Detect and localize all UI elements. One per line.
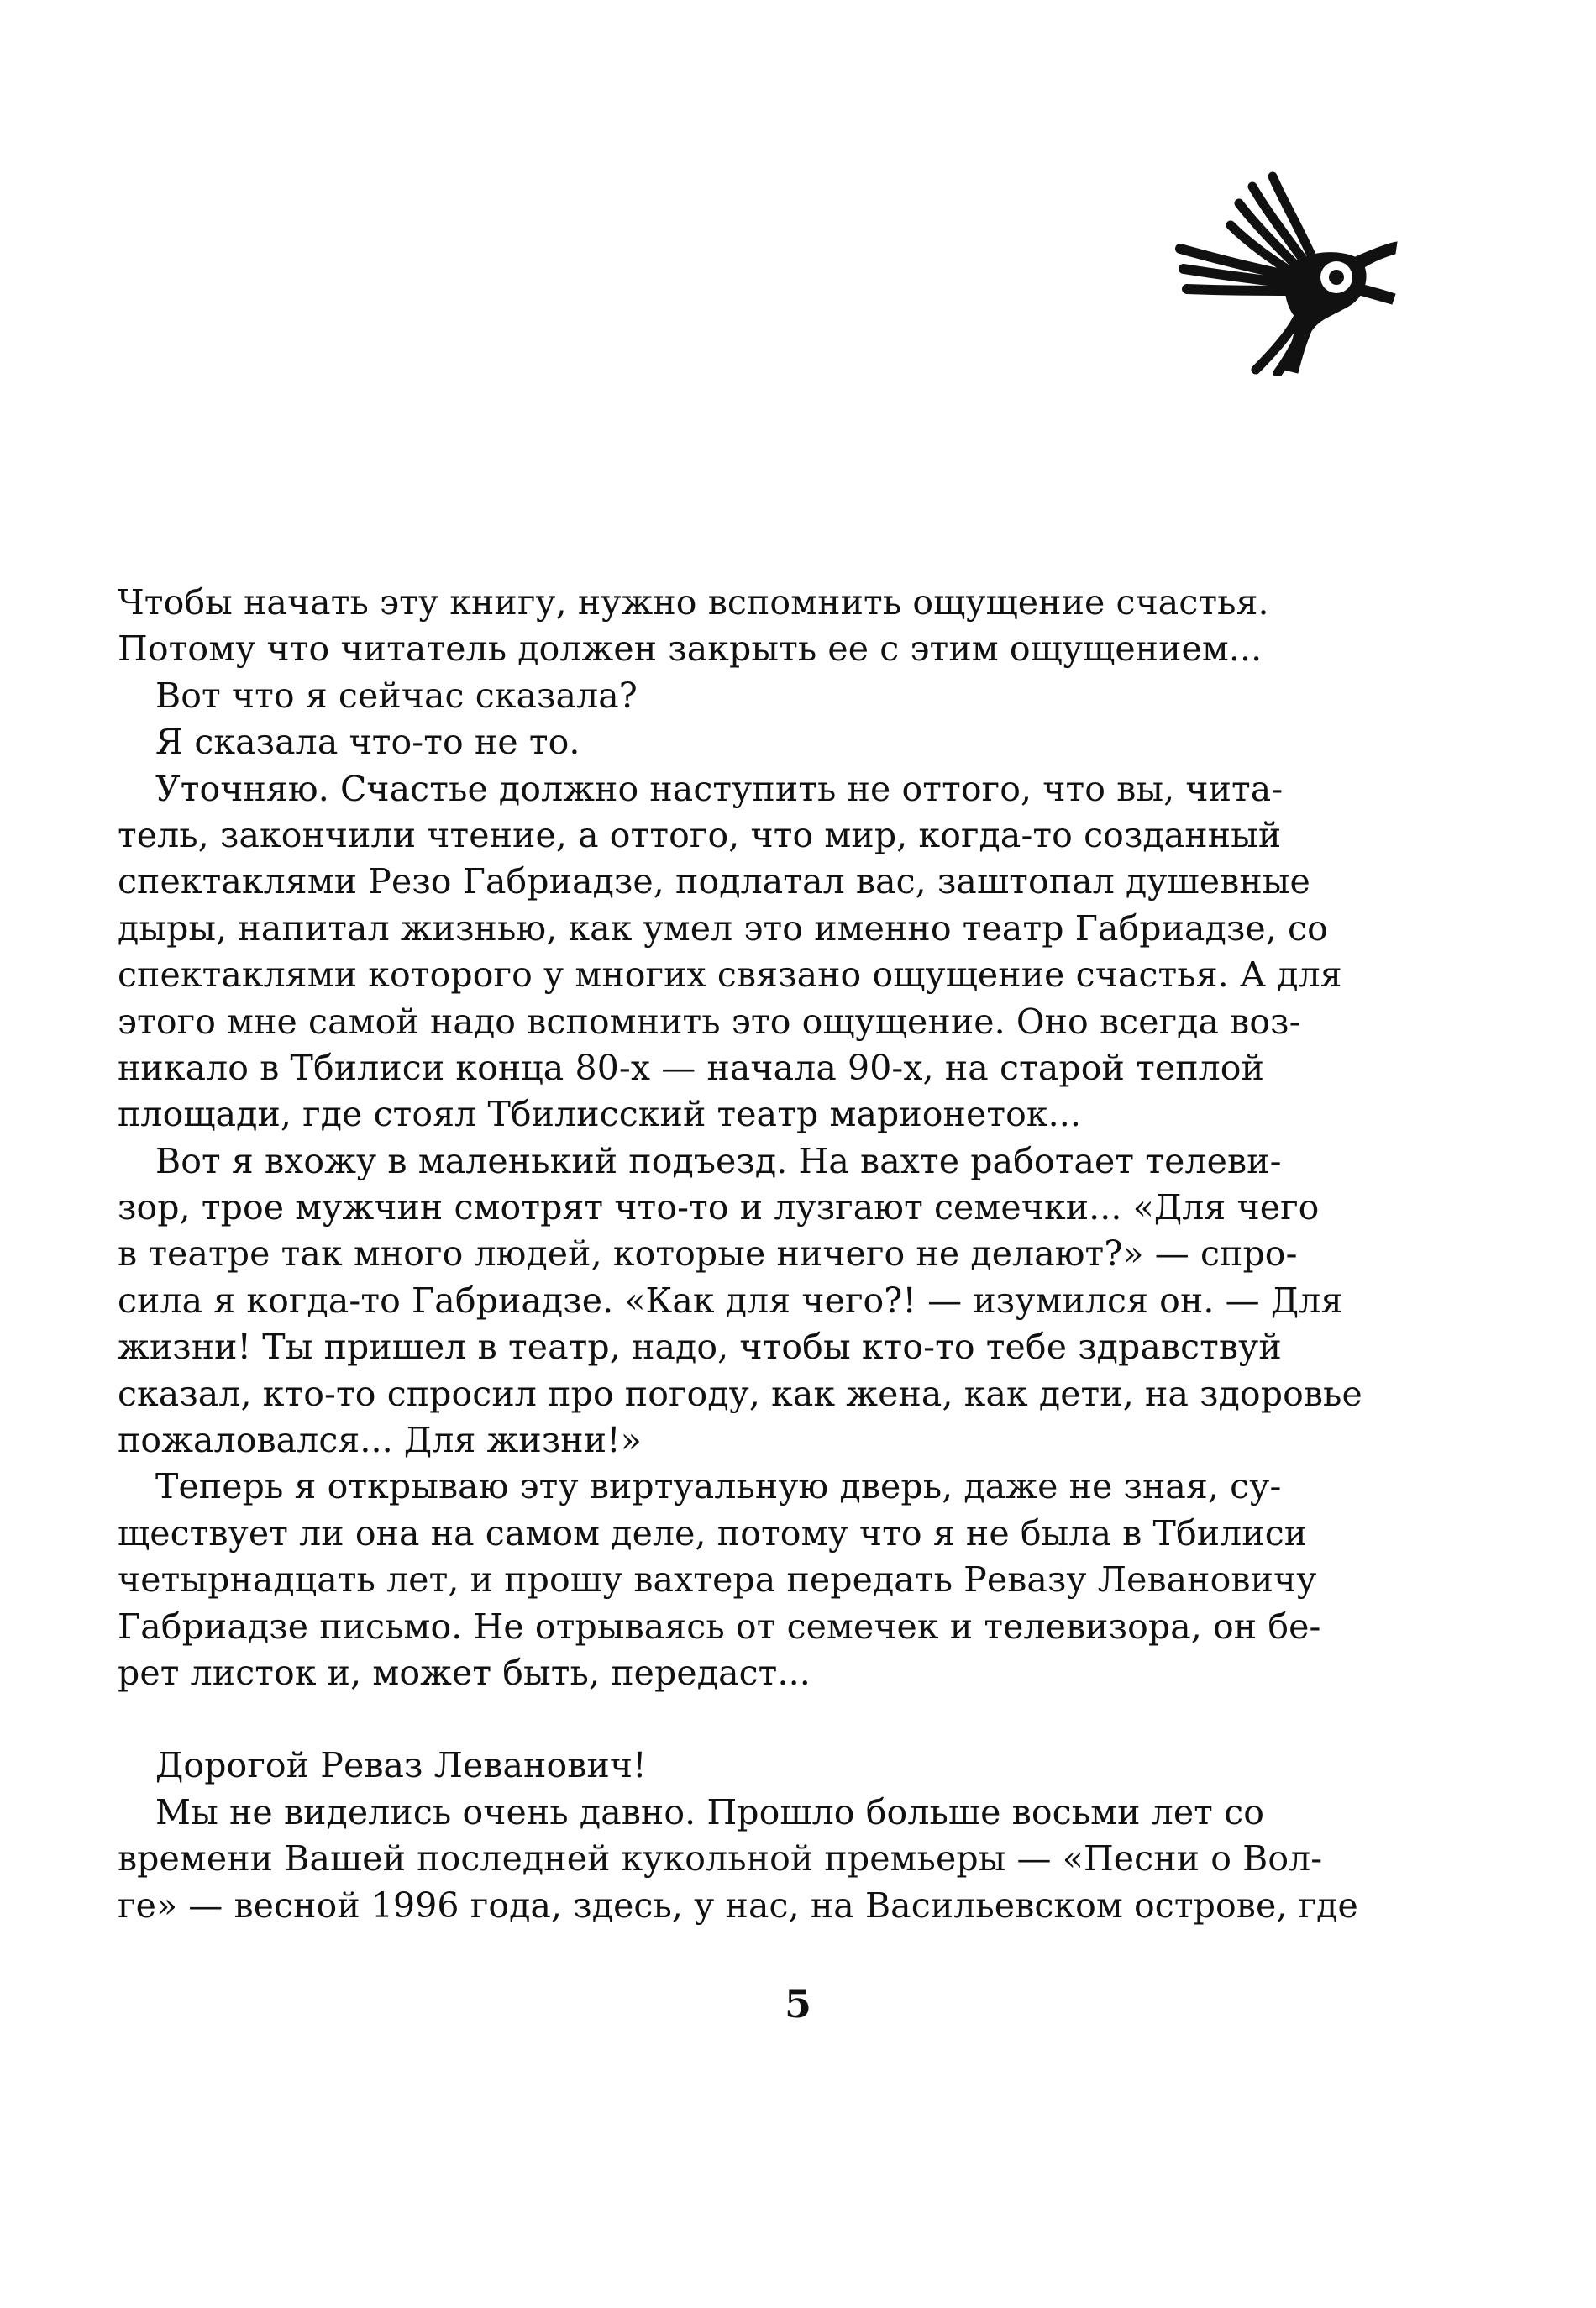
- text-line: спектаклями Резо Габриадзе, подлатал вас, заштопал душевные: [118, 861, 1310, 902]
- text-line: в театре так много людей, которые ничего не делают?» — спро-: [118, 1233, 1298, 1275]
- text-line: рет листок и, может быть, передаст...: [118, 1652, 811, 1693]
- text-line: тель, закончили чтение, а оттого, что мир, когда-то созданный: [118, 814, 1282, 855]
- text-line: времени Вашей последней кукольной премьеры — «Песни о Вол-: [118, 1838, 1323, 1880]
- text-line: сила я когда-то Габриадзе. «Как для чего?! — изумился он. — Для: [118, 1280, 1343, 1321]
- text-line: Потому что читатель должен закрыть ее с этим ощущением...: [118, 628, 1263, 670]
- text-line: дыры, напитал жизнью, как умел это именно театр Габриадзе, со: [118, 907, 1328, 949]
- text-line: зор, трое мужчин смотрят что-то и лузгают семечки... «Для чего: [118, 1187, 1320, 1228]
- text-line: пожаловался... Для жизни!»: [118, 1420, 642, 1461]
- text-line: Вот я вхожу в маленький подъезд. На вахте работает телеви-: [155, 1140, 1282, 1181]
- page-number: 5: [784, 1981, 811, 2027]
- bird-ornament-icon: [1172, 166, 1399, 376]
- text-line: сказал, кто-то спросил про погоду, как жена, как дети, на здоровье: [118, 1373, 1362, 1414]
- text-line: Габриадзе письмо. Не отрываясь от семечек и телевизора, он бе-: [118, 1606, 1321, 1647]
- text-line: Вот что я сейчас сказала?: [155, 675, 638, 716]
- letter-salutation: Дорогой Реваз Леванович!: [155, 1745, 647, 1786]
- text-line: ге» — весной 1996 года, здесь, у нас, на Васильевском острове, где: [118, 1885, 1358, 1926]
- text-line: этого мне самой надо вспомнить это ощущение. Оно всегда воз-: [118, 1001, 1301, 1042]
- main-text: [118, 580, 1362, 1929]
- text-line: Я сказала что-то не то.: [155, 722, 580, 763]
- paragraph-gap: [118, 1696, 1264, 1743]
- text-line: Чтобы начать эту книгу, нужно вспомнить ощущение счастья.: [118, 582, 1269, 623]
- text-line: никало в Тбилиси конца 80-х — начала 90-х, на старой теплой: [118, 1047, 1264, 1088]
- text-line: Уточняю. Счастье должно наступить не оттого, что вы, чита-: [155, 768, 1284, 809]
- text-line: ществует ли она на самом деле, потому что я не была в Тбилиси: [118, 1512, 1308, 1554]
- text-line: площади, где стоял Тбилисский театр марионеток...: [118, 1094, 1082, 1135]
- text-line: Теперь я открываю эту виртуальную дверь, даже не зная, су-: [155, 1466, 1282, 1507]
- text-line: четырнадцать лет, и прошу вахтера передать Ревазу Левановичу: [118, 1559, 1317, 1601]
- text-line: жизни! Ты пришел в театр, надо, чтобы кто-то тебе здравствуй: [118, 1327, 1282, 1368]
- text-line: спектаклями которого у многих связано ощущение счастья. А для: [118, 954, 1342, 996]
- text-line: Мы не виделись очень давно. Прошло больше восьми лет со: [155, 1791, 1264, 1832]
